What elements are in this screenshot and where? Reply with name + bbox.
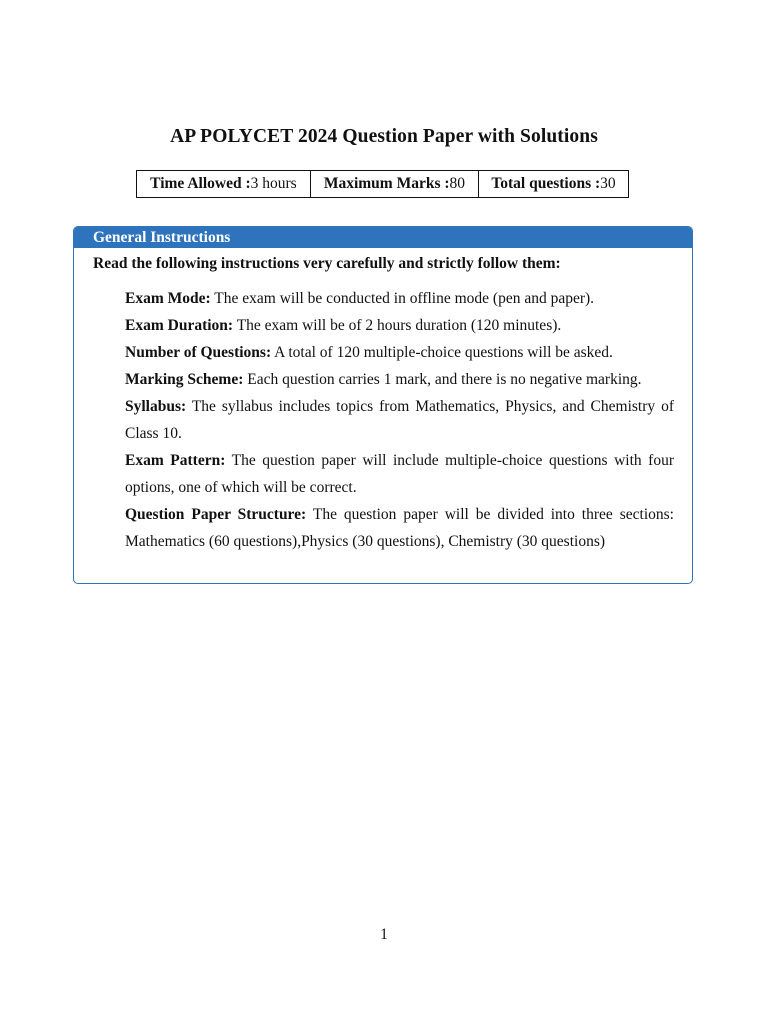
total-questions-cell: [479, 171, 629, 198]
instructions-intro: Read the following instructions very carefully and strictly follow them:: [93, 255, 561, 272]
instruction-term: Number of Questions:: [125, 344, 272, 361]
instruction-exam-mode: [125, 285, 674, 312]
instruction-text: The exam will be of 2 hours duration (120 minutes).: [236, 317, 562, 334]
maximum-marks-value: 80: [449, 175, 466, 192]
time-allowed-cell: [137, 171, 311, 198]
total-questions-value: 30: [600, 175, 616, 192]
instruction-exam-duration: [125, 312, 674, 339]
general-instructions-box: [73, 226, 693, 584]
instruction-text: The exam will be conducted in offline mode (pen and paper).: [214, 290, 595, 307]
instruction-exam-pattern: [125, 447, 674, 501]
general-instructions-header: General Instructions: [74, 227, 692, 248]
instruction-term: Syllabus:: [125, 398, 187, 415]
maximum-marks-label: Maximum Marks :: [323, 175, 450, 192]
instruction-marking-scheme: [125, 366, 674, 393]
exam-meta-table: [136, 170, 629, 198]
exam-meta-row: [137, 171, 629, 198]
instruction-question-paper-structure: [125, 501, 674, 555]
instruction-text: The question paper will include multiple-choice questions with four options, one of which will be correct.: [125, 452, 674, 496]
instruction-term: Question Paper Structure:: [125, 506, 307, 523]
page-title: AP POLYCET 2024 Question Paper with Solutions: [170, 126, 598, 147]
total-questions-label: Total questions :: [491, 175, 601, 192]
instruction-number-of-questions: [125, 339, 674, 366]
instruction-text: The syllabus includes topics from Mathematics, Physics, and Chemistry of Class 10.: [125, 398, 674, 442]
time-allowed-label: Time Allowed :: [150, 175, 251, 192]
page-number: 1: [380, 926, 388, 943]
instruction-text: The question paper will be divided into three sections: Mathematics (60 questions),Physics (30 questions), Chemistry (30 questions): [125, 506, 674, 550]
instruction-syllabus: [125, 393, 674, 447]
instruction-term: Exam Mode:: [125, 290, 211, 307]
instruction-text: Each question carries 1 mark, and there is no negative marking.: [247, 371, 642, 388]
instructions-list: [125, 285, 674, 555]
time-allowed-value: 3 hours: [250, 175, 297, 192]
instruction-term: Exam Duration:: [125, 317, 234, 334]
instruction-term: Marking Scheme:: [125, 371, 244, 388]
instruction-text: A total of 120 multiple-choice questions will be asked.: [274, 344, 613, 361]
maximum-marks-cell: [310, 171, 478, 198]
instruction-term: Exam Pattern:: [125, 452, 226, 469]
